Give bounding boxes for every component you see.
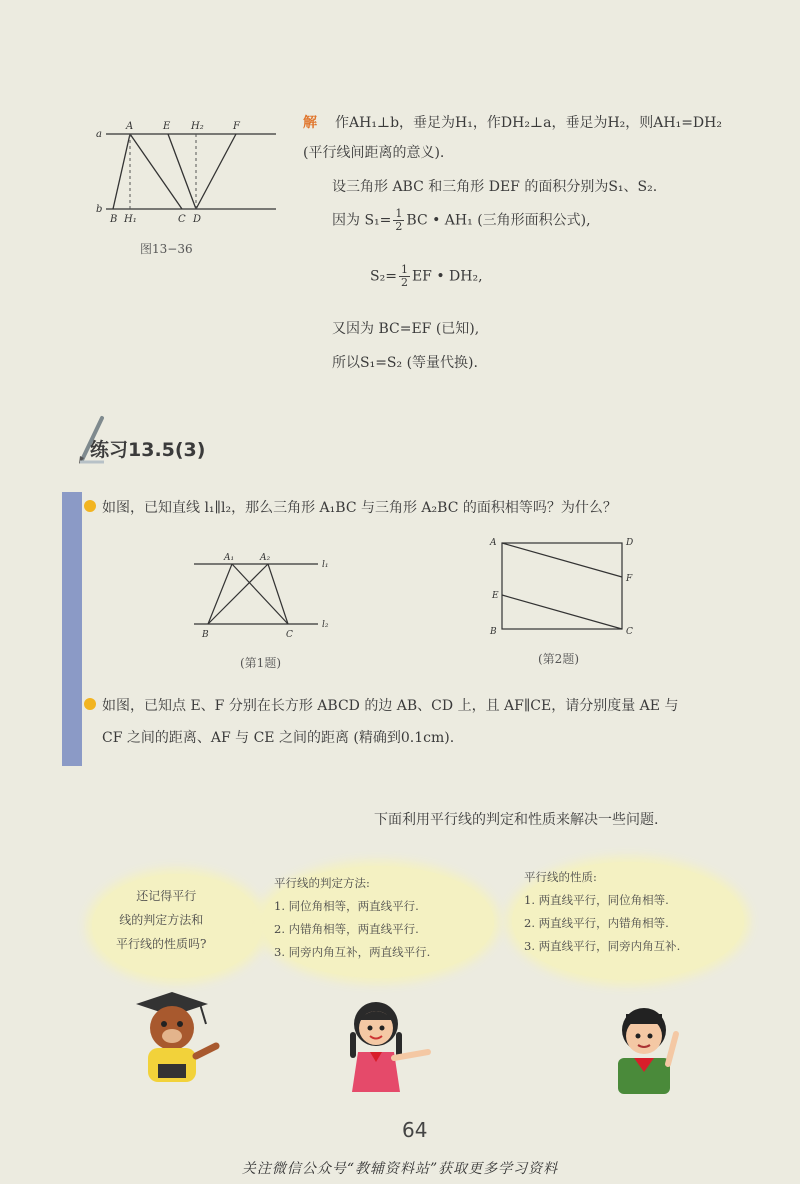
line5-post: EF • DH₂, — [411, 268, 483, 285]
solution-line-2: (平行线间距离的意义). — [303, 145, 445, 161]
solution-line-5 — [370, 264, 483, 289]
solution-line-3: 设三角形 ABC 和三角形 DEF 的面积分别为S₁、S₂. — [332, 179, 658, 195]
solution-line-7: 所以S₁=S₂ (等量代换). — [332, 355, 478, 371]
figure-question-1 — [194, 546, 344, 642]
label-C: C — [286, 630, 293, 640]
bubble-right-text: 平行线的性质: 1. 两直线平行，同位角相等. 2. 两直线平行，内错角相等. 3. 两直线平行，同旁内角互补. — [524, 870, 681, 953]
label-E: E — [163, 121, 171, 132]
label-C: C — [626, 627, 633, 637]
question-2-bullet — [84, 698, 96, 710]
label-b: b — [96, 204, 103, 215]
figure-question-2-caption: (第2题) — [538, 652, 579, 666]
exercise-side-bar — [62, 492, 82, 766]
girl-student-icon — [336, 994, 436, 1094]
solution-line-1: 作AH₁⊥b，垂足为H₁，作DH₂⊥a，垂足为H₂，则AH₁=DH₂ — [335, 115, 722, 131]
bubble-left-text: 还记得平行 线的判定方法和 平行线的性质吗? — [116, 889, 207, 951]
label-B: B — [202, 630, 209, 640]
figure-caption: 图13−36 — [140, 242, 193, 256]
label-l2: l₂ — [322, 620, 329, 630]
footer-watermark: 关注微信公众号“教辅资料站”获取更多学习资料 — [241, 1161, 559, 1177]
solution-mark: 解 — [303, 115, 317, 131]
figure-question-2 — [488, 533, 638, 637]
label-A: A — [126, 121, 134, 132]
page-number: 64 — [402, 1118, 428, 1142]
label-A1: A₁ — [224, 553, 235, 563]
question-1-bullet — [84, 500, 96, 512]
line4-post: BC • AH₁ (三角形面积公式), — [406, 212, 591, 229]
fraction-half-2: $\frac{1}{2}$ — [400, 263, 408, 289]
label-a: a — [96, 129, 102, 140]
question-1-text: 如图，已知直线 l₁∥l₂，那么三角形 A₁BC 与三角形 A₂BC 的面积相等吗？为什么？ — [102, 500, 617, 516]
line5-pre: S₂= — [370, 268, 397, 285]
label-H2: H₂ — [191, 121, 204, 132]
question-2-line-2: CF 之间的距离、AF 与 CE 之间的距离 (精确到0.1cm). — [102, 730, 455, 746]
intro-line: 下面利用平行线的判定和性质来解决一些问题. — [374, 812, 659, 828]
solution-line-6: 又因为 BC=EF (已知), — [332, 321, 480, 337]
label-D: D — [626, 538, 634, 548]
label-H1: H₁ — [124, 214, 137, 225]
question-2-line-1: 如图，已知点 E、F 分别在长方形 ABCD 的边 AB、CD 上，且 AF∥CE，请分别度量 AE 与 — [102, 698, 679, 714]
label-F: F — [626, 574, 633, 584]
label-l1: l₁ — [322, 560, 329, 570]
bear-professor-icon — [120, 990, 220, 1090]
label-D: D — [193, 214, 202, 225]
line4-pre: 因为 S₁= — [332, 212, 392, 229]
label-A2: A₂ — [260, 553, 271, 563]
label-B: B — [110, 214, 118, 225]
fraction-half: $\frac{1}{2}$ — [395, 207, 403, 233]
bubble-middle-text: 平行线的判定方法: 1. 同位角相等，两直线平行. 2. 内错角相等，两直线平行. 3. 同旁内角互补，两直线平行. — [274, 876, 431, 959]
figure-question-1-caption: (第1题) — [240, 656, 281, 670]
label-F: F — [233, 121, 240, 132]
exercise-title: 练习13.5(3) — [90, 439, 206, 461]
figure-13-36 — [88, 112, 288, 252]
solution-line-4 — [332, 208, 591, 233]
label-B: B — [490, 627, 497, 637]
label-A: A — [490, 538, 497, 548]
label-C: C — [178, 214, 186, 225]
label-E: E — [492, 591, 499, 601]
boy-student-icon — [594, 1000, 694, 1100]
